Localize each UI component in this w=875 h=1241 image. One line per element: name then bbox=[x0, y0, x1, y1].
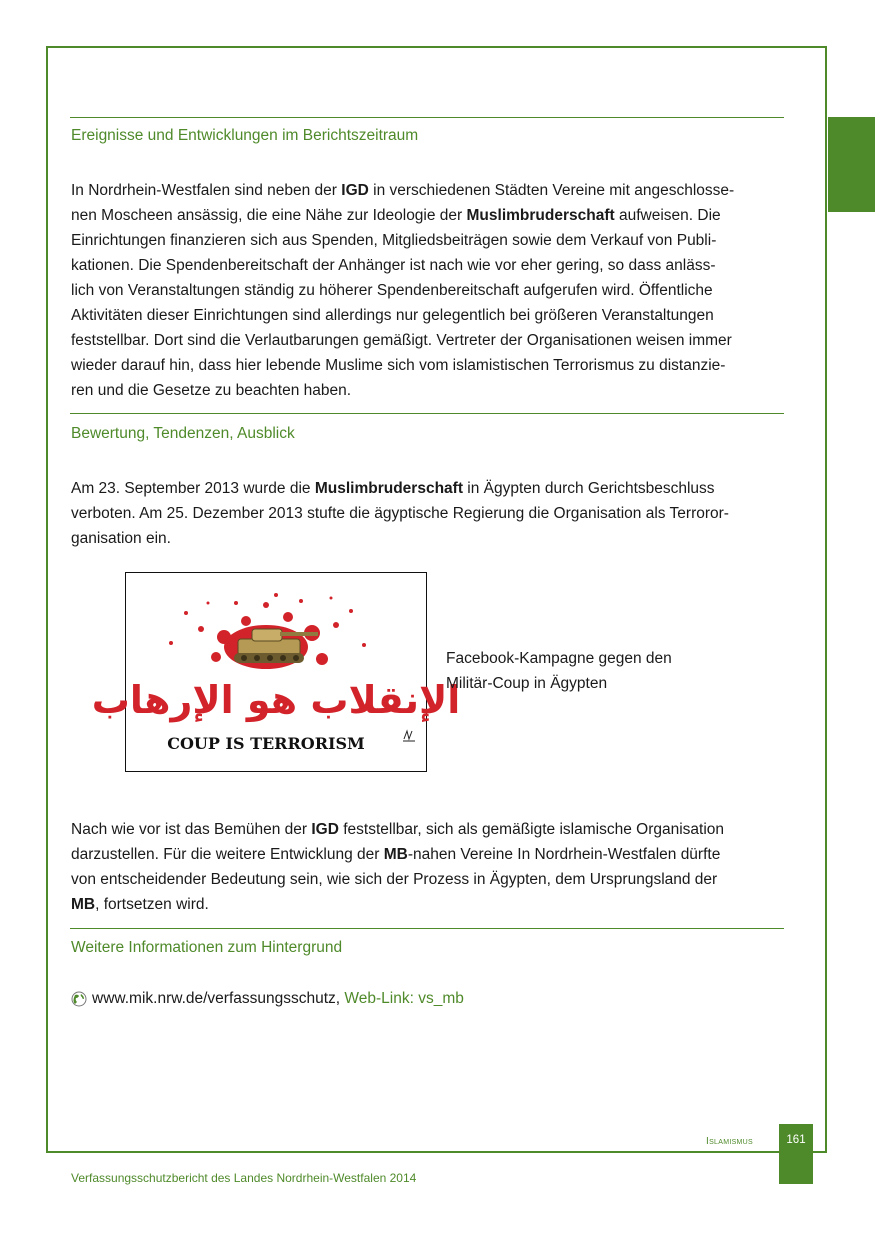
text-line: wieder darauf hin, dass hier lebende Muslime sich vom islamistischen Terrorismus zu distanzie- bbox=[71, 357, 726, 374]
text-line: In Nordrhein-Westfalen sind neben der IGD in verschiedenen Städten Vereine mit angeschlosse- bbox=[71, 182, 735, 199]
page-number: 161 bbox=[779, 1124, 813, 1184]
globe-icon bbox=[71, 991, 87, 1007]
section-rule bbox=[70, 928, 784, 929]
campaign-image bbox=[91, 572, 461, 772]
chapter-tab bbox=[828, 117, 875, 212]
section-heading-events: Ereignisse und Entwicklungen im Berichtszeitraum bbox=[71, 127, 419, 144]
text-line: verboten. Am 25. Dezember 2013 stufte die ägyptische Regierung die Organisation als Terroror- bbox=[71, 505, 729, 522]
text-line: lich von Veranstaltungen ständig zu höherer Spendenbereitschaft aufgerufen wird. Öffentliche bbox=[71, 282, 713, 299]
text-line: Nach wie vor ist das Bemühen der IGD feststellbar, sich als gemäßigte islamische Organisation bbox=[71, 821, 725, 838]
text-line: Am 23. September 2013 wurde die Muslimbruderschaft in Ägypten durch Gerichtsbeschluss bbox=[71, 480, 715, 497]
paragraph-outlook bbox=[71, 817, 785, 917]
section-rule bbox=[70, 413, 784, 414]
text-line: Aktivitäten dieser Einrichtungen sind allerdings nur gelegentlich bei größeren Veranstaltungen bbox=[71, 307, 714, 324]
bold-term: MB bbox=[71, 896, 96, 913]
signature-mark bbox=[403, 731, 415, 741]
text-line: feststellbar. Dort sind die Verlautbarungen gemäßigt. Vertreter der Organisationen weisen immer bbox=[71, 332, 732, 349]
text-line: ganisation ein. bbox=[71, 530, 171, 547]
text-line: MB, fortsetzen wird. bbox=[71, 896, 209, 913]
bold-term: IGD bbox=[311, 821, 339, 838]
paragraph-assessment bbox=[71, 476, 785, 551]
bold-term: Muslimbruderschaft bbox=[466, 207, 615, 224]
bold-term: MB bbox=[383, 846, 408, 863]
text-line: darzustellen. Für die weitere Entwicklung der MB-nahen Vereine In Nordrhein-Westfalen dürfte bbox=[71, 846, 721, 863]
footer-title: Verfassungsschutzbericht des Landes Nordrhein-Westfalen 2014 bbox=[71, 1171, 417, 1185]
section-heading-further-info: Weitere Informationen zum Hintergrund bbox=[71, 939, 343, 956]
url-text[interactable]: www.mik.nrw.de/verfassungsschutz, bbox=[92, 990, 341, 1007]
paragraph-events bbox=[71, 178, 785, 403]
text-line: kationen. Die Spendenbereitschaft der Anhänger ist nach wie vor eher gering, so dass anläss- bbox=[71, 257, 716, 274]
coup-is-terrorism-graphic bbox=[91, 573, 461, 771]
text-line: Einrichtungen finanzieren sich aus Spenden, Mitgliedsbeiträgen sowie dem Verkauf von Publi- bbox=[71, 232, 717, 249]
arabic-slogan: الإنقلاب هو الإرهاب bbox=[91, 678, 461, 722]
text-line: nen Moscheen ansässig, die eine Nähe zur Ideologie der Muslimbruderschaft aufweisen. Die bbox=[71, 207, 721, 224]
section-label: Islamismus bbox=[706, 1136, 754, 1147]
weblink-row bbox=[71, 990, 464, 1008]
text-line: von entscheidender Bedeutung sein, wie sich der Prozess in Ägypten, dem Ursprungsland der bbox=[71, 871, 718, 888]
english-slogan: COUP IS TERRORISM bbox=[167, 734, 365, 753]
bold-term: Muslimbruderschaft bbox=[314, 480, 463, 497]
image-caption: Facebook-Kampagne gegen den Militär-Coup in Ägypten bbox=[446, 650, 672, 692]
section-rule bbox=[70, 117, 784, 118]
web-link[interactable]: Web-Link: vs_mb bbox=[344, 990, 464, 1007]
text-line: ren und die Gesetze zu beachten haben. bbox=[71, 382, 352, 399]
section-heading-assessment: Bewertung, Tendenzen, Ausblick bbox=[71, 425, 295, 442]
bold-term: IGD bbox=[341, 182, 369, 199]
